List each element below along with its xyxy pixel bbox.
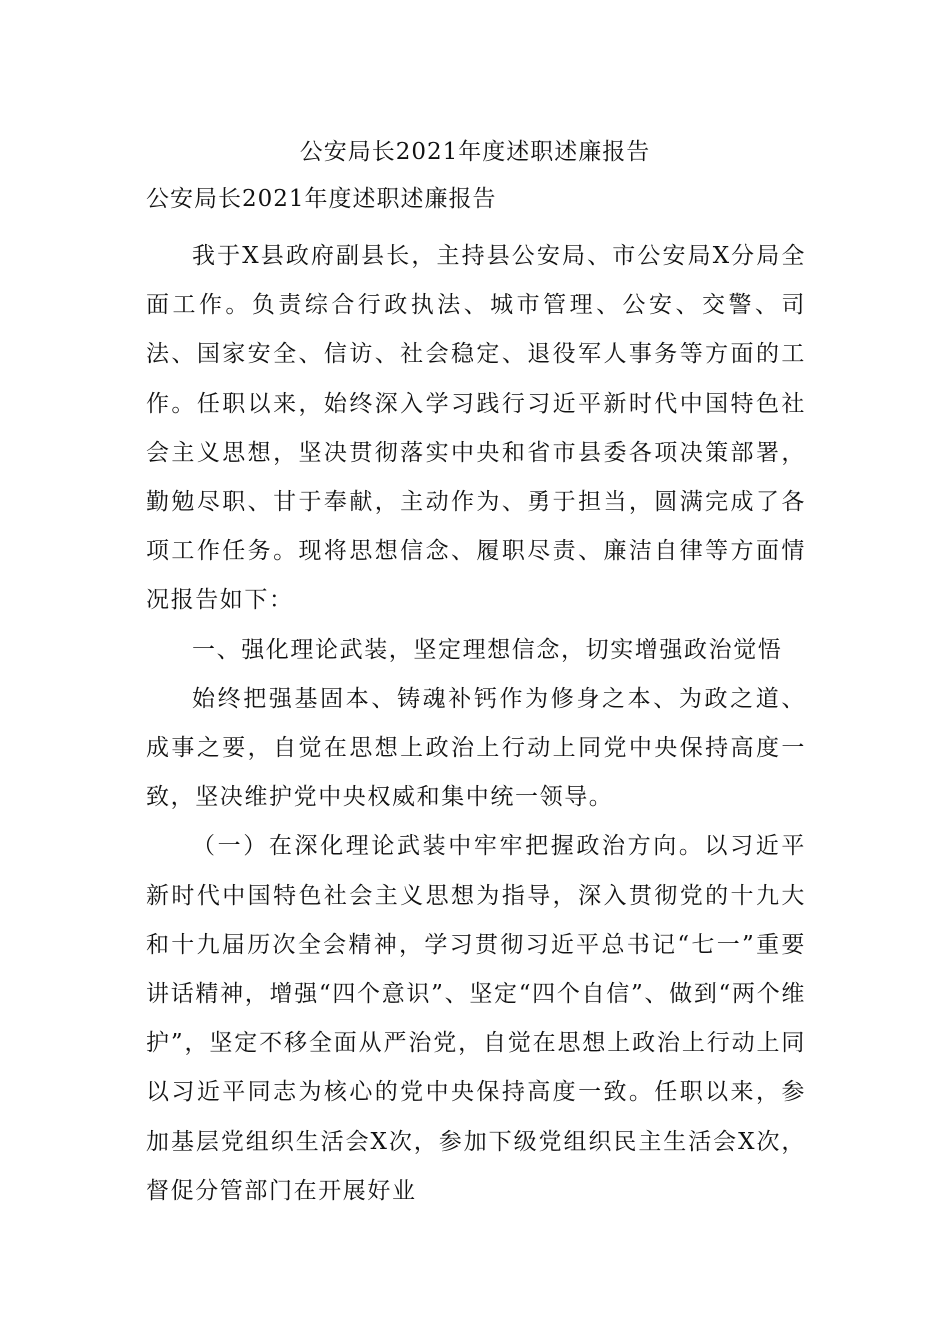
document-title: 公安局长2021年度述职述廉报告: [299, 139, 651, 165]
document-subtitle: 公安局长2021年度述职述廉报告: [146, 186, 497, 212]
section-paragraph: 始终把强基固本、铸魂补钙作为修身之本、为政之道、成事之要，自觉在思想上政治上行动上同党中央保持高度一致，坚决维护党中央权威和集中统一领导。: [146, 685, 806, 811]
document-body: [146, 232, 806, 1216]
intro-paragraph: 我于X县政府副县长，主持县公安局、市公安局X分局全面工作。负责综合行政执法、城市管理、公安、交警、司法、国家安全、信访、社会稳定、退役军人事务等方面的工作。任职以来，始终深入学习践行习近平新时代中国特色社会主义思想，坚决贯彻落实中央和省市县委各项决策部署，勤勉尽职、甘于奉献，主动作为、勇于担当，圆满完成了各项工作任务。现将思想信念、履职尽责、廉洁自律等方面情况报告如下：: [146, 243, 806, 614]
subsection-paragraph: （一）在深化理论武装中牢牢把握政治方向。以习近平新时代中国特色社会主义思想为指导，深入贯彻党的十九大和十九届历次全会精神，学习贯彻习近平总书记“七一”重要讲话精神，增强“四个意识”、坚定“四个自信”、做到“两个维护”，坚定不移全面从严治党，自觉在思想上政治上行动上同以习近平同志为核心的党中央保持高度一致。任职以来，参加基层党组织生活会X次，参加下级党组织民主生活会X次，督促分管部门在开展好业: [146, 833, 806, 1204]
section-heading: 一、强化理论武装，坚定理想信念，切实增强政治觉悟: [192, 636, 783, 663]
